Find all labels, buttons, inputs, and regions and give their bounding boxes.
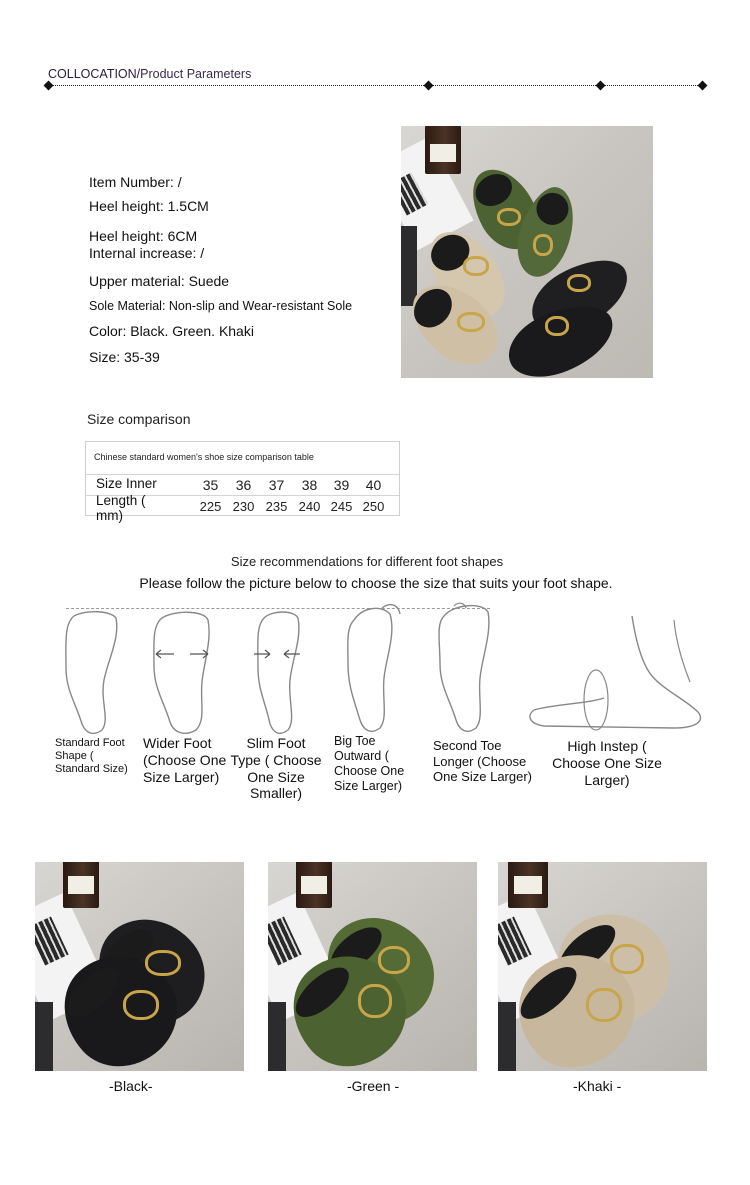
chain-buckle-icon: [533, 234, 553, 256]
foot-type-second-toe: Second Toe Longer (Choose One Size Larger): [433, 738, 532, 785]
foot-type-slim: Slim Foot Type ( Choose One Size Smaller): [230, 735, 322, 802]
color-label-black: -Black-: [109, 1078, 153, 1094]
divider-diamond-icon: [596, 81, 606, 91]
param-internal-increase: Internal increase: /: [89, 245, 205, 261]
recommendations-heading: Size recommendations for different foot shapes: [230, 554, 504, 569]
color-label-khaki: -Khaki -: [573, 1078, 622, 1094]
size-value: 39: [333, 477, 350, 493]
param-item-number: Item Number: /: [89, 174, 182, 190]
length-value: 245: [330, 499, 353, 514]
size-value: 35: [202, 477, 219, 493]
foot-type-high-instep: High Instep ( Choose One Size Larger): [552, 738, 662, 788]
section-title-part2: Product Parameters: [140, 67, 252, 81]
length-value: 225: [199, 499, 222, 514]
size-comparison-title: Size comparison: [87, 411, 191, 427]
param-heel-height: Heel height: 1.5CM: [89, 198, 209, 214]
param-heel-height-2: Heel height: 6CM: [89, 228, 198, 244]
second-toe-longer-foot-icon: [432, 600, 498, 736]
product-photo: [401, 126, 653, 378]
length-value: 235: [265, 499, 288, 514]
chain-buckle-icon: [497, 208, 521, 226]
size-value: 37: [268, 477, 285, 493]
foot-type-big-toe: Big Toe Outward ( Choose One Size Larger): [334, 734, 405, 793]
divider-diamond-icon: [424, 81, 434, 91]
chain-buckle-icon: [567, 274, 591, 292]
book-shape: [401, 226, 417, 306]
green-color-photo: [268, 862, 477, 1071]
standard-foot-icon: [60, 608, 126, 736]
param-sole-material: Sole Material: Non-slip and Wear-resistant Sole: [89, 299, 353, 313]
length-row-label: Length ( mm): [96, 493, 146, 523]
length-value: 240: [298, 499, 321, 514]
chain-buckle-icon: [545, 316, 569, 336]
size-table-caption: Chinese standard women's shoe size comparison table: [94, 452, 314, 462]
length-value: 230: [232, 499, 255, 514]
big-toe-outward-foot-icon: [340, 600, 406, 736]
high-instep-foot-icon: [524, 612, 710, 734]
slim-foot-icon: [248, 608, 308, 736]
section-title-part1: COLLOCATION/: [48, 67, 141, 81]
chain-buckle-icon: [457, 312, 485, 332]
color-label-green: -Green -: [347, 1078, 400, 1094]
size-value: 36: [235, 477, 252, 493]
size-value: 40: [365, 477, 382, 493]
khaki-color-photo: [498, 862, 707, 1071]
black-color-photo: [35, 862, 244, 1071]
foot-type-standard: Standard Foot Shape ( Standard Size): [55, 737, 128, 776]
foot-type-wider: Wider Foot (Choose One Size Larger): [143, 735, 227, 785]
bottle-shape: [425, 126, 461, 174]
size-value: 38: [301, 477, 318, 493]
size-row-label: Size Inner: [96, 476, 157, 491]
param-upper-material: Upper material: Suede: [89, 273, 230, 289]
length-value: 250: [362, 499, 385, 514]
recommendations-subheading: Please follow the picture below to choose the size that suits your foot shape.: [139, 575, 613, 591]
divider-diamond-icon: [698, 81, 708, 91]
section-title: [48, 67, 251, 81]
divider-diamond-icon: [44, 81, 54, 91]
chain-buckle-icon: [463, 256, 489, 276]
wider-foot-icon: [150, 608, 216, 736]
param-size: Size: 35-39: [89, 349, 160, 365]
param-color: Color: Black. Green. Khaki: [89, 323, 254, 339]
